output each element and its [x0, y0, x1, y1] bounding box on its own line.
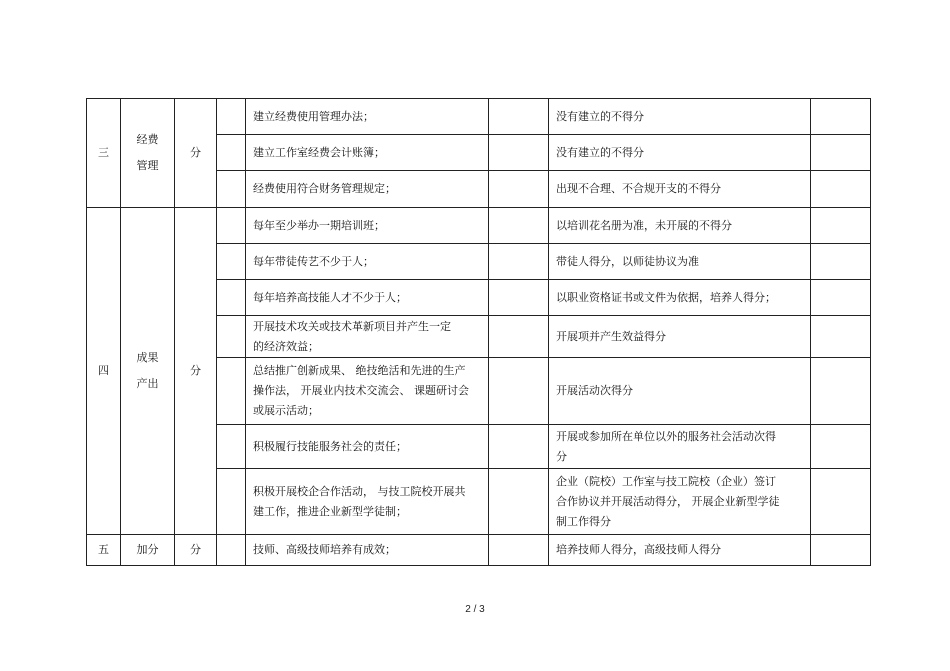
- criteria-cell: [549, 280, 811, 316]
- unit-cell: 分: [175, 99, 217, 208]
- blank-cell: [217, 99, 246, 135]
- criteria-cell: [549, 99, 811, 135]
- blank-cell: [489, 535, 549, 566]
- content-line: 每年带徒传艺不少于人；: [253, 254, 374, 268]
- unit-cell: 分: [175, 208, 217, 535]
- blank-cell: [217, 535, 246, 566]
- unit-cell: 分: [175, 535, 217, 566]
- category-line: 管理: [136, 159, 159, 172]
- criteria-line: 没有建立的不得分: [556, 109, 644, 123]
- category-cell: [121, 99, 175, 208]
- criteria-cell: [549, 425, 811, 469]
- page-number: 2 / 3: [465, 604, 485, 615]
- criteria-cell: [549, 469, 811, 535]
- blank-cell: [811, 208, 871, 244]
- content-cell: [246, 171, 489, 208]
- section-number: 五: [87, 535, 121, 566]
- criteria-line: 开展活动次得分: [556, 384, 633, 397]
- content-cell: [246, 244, 489, 280]
- blank-cell: [489, 135, 549, 171]
- category-line: 经费: [136, 133, 159, 146]
- content-cell: [246, 316, 489, 358]
- criteria-line: 开展项并产生效益得分: [556, 329, 666, 343]
- blank-cell: [217, 425, 246, 469]
- criteria-cell: [549, 244, 811, 280]
- criteria-line: 带徒人得分，以师徒协议为准: [556, 254, 699, 268]
- blank-cell: [217, 358, 246, 425]
- blank-cell: [811, 135, 871, 171]
- criteria-cell: [549, 316, 811, 358]
- blank-cell: [217, 171, 246, 208]
- content-line: 或展示活动；: [253, 404, 319, 417]
- content-cell: [246, 535, 489, 566]
- content-cell: [246, 280, 489, 316]
- blank-cell: [217, 244, 246, 280]
- blank-cell: [217, 135, 246, 171]
- table-row: [87, 535, 871, 566]
- content-line: 总结推广创新成果、 绝技绝活和先进的生产: [253, 364, 466, 377]
- criteria-cell: [549, 208, 811, 244]
- section-number: 三: [87, 99, 121, 208]
- blank-cell: [489, 280, 549, 316]
- criteria-cell: [549, 171, 811, 208]
- category-cell: [121, 535, 175, 566]
- blank-cell: [811, 99, 871, 135]
- blank-cell: [489, 171, 549, 208]
- blank-cell: [811, 535, 871, 566]
- category-line: 成果: [136, 351, 159, 364]
- blank-cell: [811, 358, 871, 425]
- table-row: [87, 208, 871, 244]
- criteria-line: 合作协议并开展活动得分， 开展企业新型学徒: [556, 494, 780, 508]
- blank-cell: [811, 425, 871, 469]
- content-line: 的经济效益；: [253, 339, 319, 353]
- blank-cell: [217, 208, 246, 244]
- blank-cell: [489, 316, 549, 358]
- blank-cell: [217, 469, 246, 535]
- blank-cell: [489, 208, 549, 244]
- criteria-line: 培养技师人得分，高级技师人得分: [556, 543, 721, 556]
- content-cell: [246, 469, 489, 535]
- category-line: 产出: [136, 377, 159, 390]
- blank-cell: [489, 358, 549, 425]
- content-line: 操作法， 开展业内技术交流会、 课题研讨会: [253, 384, 469, 397]
- criteria-line: 分: [556, 449, 567, 463]
- content-cell: [246, 99, 489, 135]
- blank-cell: [811, 171, 871, 208]
- criteria-line: 以培训花名册为准，未开展的不得分: [556, 218, 732, 232]
- content-line: 建立经费使用管理办法；: [253, 109, 374, 123]
- criteria-line: 出现不合理、不合规开支的不得分: [556, 182, 721, 195]
- blank-cell: [811, 280, 871, 316]
- criteria-line: 没有建立的不得分: [556, 145, 644, 159]
- criteria-line: 以职业资格证书或文件为依据，培养人得分；: [556, 290, 776, 304]
- category-cell: [121, 208, 175, 535]
- criteria-line: 开展或参加所在单位以外的服务社会活动次得: [556, 429, 776, 443]
- criteria-line: 制工作得分: [556, 514, 611, 528]
- content-cell: [246, 425, 489, 469]
- section-number: 四: [87, 208, 121, 535]
- blank-cell: [489, 469, 549, 535]
- content-line: 技师、高级技师培养有成效；: [253, 543, 396, 556]
- blank-cell: [811, 469, 871, 535]
- blank-cell: [217, 280, 246, 316]
- table-body: [87, 99, 871, 566]
- content-line: 建工作，推进企业新型学徒制；: [253, 504, 407, 518]
- content-line: 每年培养高技能人才不少于人；: [253, 290, 407, 304]
- blank-cell: [489, 244, 549, 280]
- content-cell: [246, 135, 489, 171]
- category-line: 加分: [136, 543, 159, 556]
- blank-cell: [489, 99, 549, 135]
- blank-cell: [217, 316, 246, 358]
- blank-cell: [811, 244, 871, 280]
- content-line: 开展技术攻关或技术革新项目并产生一定: [253, 319, 451, 333]
- table-row: [87, 99, 871, 135]
- criteria-cell: [549, 535, 811, 566]
- blank-cell: [489, 425, 549, 469]
- content-line: 每年至少举办一期培训班；: [253, 218, 385, 232]
- content-line: 积极履行技能服务社会的责任；: [253, 439, 407, 453]
- content-cell: [246, 358, 489, 425]
- criteria-cell: [549, 358, 811, 425]
- content-line: 经费使用符合财务管理规定；: [253, 182, 396, 195]
- content-cell: [246, 208, 489, 244]
- criteria-line: 企业（院校）工作室与技工院校（企业）签订: [556, 474, 776, 488]
- scoring-table: [86, 98, 871, 566]
- blank-cell: [811, 316, 871, 358]
- content-line: 建立工作室经费会计账簿；: [253, 145, 385, 159]
- content-line: 积极开展校企合作活动， 与技工院校开展共: [253, 484, 466, 498]
- criteria-cell: [549, 135, 811, 171]
